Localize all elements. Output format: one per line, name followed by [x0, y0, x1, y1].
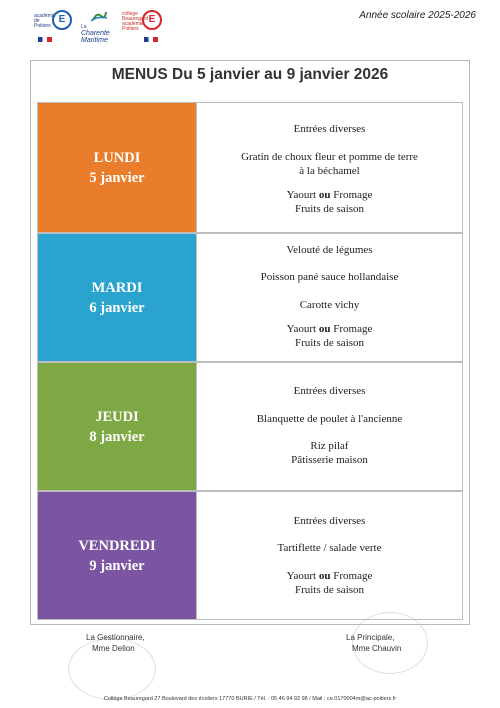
day-name: VENDREDI	[78, 537, 156, 554]
menu-cell	[196, 103, 462, 232]
charente-logo-text-2: Charente Maritime	[81, 30, 110, 44]
menu-line-or: ou	[318, 323, 331, 335]
day-name: LUNDI	[93, 149, 141, 166]
menu-line: Yaourt ou Fromage	[286, 189, 373, 201]
menu-table	[37, 102, 463, 622]
college-logo-letter: E	[142, 10, 162, 30]
signature-left	[86, 632, 145, 654]
menu-line: Entrées diverses	[293, 515, 366, 527]
menu-cell	[196, 492, 462, 619]
french-flag-icon	[144, 37, 158, 42]
day-row-tuesday	[37, 233, 463, 362]
charente-logo-text-1: La	[81, 24, 87, 30]
day-date: 8 janvier	[89, 428, 145, 445]
menu-line: Entrées diverses	[293, 385, 366, 397]
school-year: Année scolaire 2025-2026	[359, 10, 476, 21]
wave-icon	[91, 10, 107, 22]
menu-cell	[196, 234, 462, 361]
day-date: 6 janvier	[89, 299, 145, 316]
signature-right-role: La Principale,	[346, 633, 395, 642]
menu-line: Gratin de choux fleur et pomme de terre	[241, 151, 418, 163]
day-cell	[38, 363, 196, 490]
day-row-friday	[37, 491, 463, 620]
menu-line: Fruits de saison	[294, 337, 365, 349]
menu-line: à la béchamel	[299, 165, 360, 177]
menu-line: Pâtisserie maison	[291, 454, 368, 466]
menu-cell	[196, 363, 462, 490]
charente-maritime-logo	[81, 10, 121, 46]
academie-logo	[34, 10, 70, 46]
academie-logo-text: académie de Poitiers	[34, 13, 56, 29]
menu-line: Poisson pané sauce hollandaise	[260, 271, 399, 283]
college-logo	[122, 10, 172, 46]
day-row-monday	[37, 102, 463, 233]
menu-line: Fruits de saison	[294, 203, 365, 215]
french-flag-icon	[38, 37, 52, 42]
signature-right-name: Mme Chauvin	[352, 644, 402, 653]
menu-line-or: ou	[318, 570, 331, 582]
menu-line: Entrées diverses	[293, 123, 366, 135]
academie-logo-letter: E	[52, 10, 72, 30]
menu-line-or: ou	[318, 189, 331, 201]
menu-line: Yaourt ou Fromage	[286, 570, 373, 582]
menu-line: Carotte vichy	[299, 299, 360, 311]
day-cell	[38, 103, 196, 232]
day-name: JEUDI	[95, 408, 139, 425]
signature-left-name: Mme Delion	[92, 644, 135, 653]
menu-line: Blanquette de poulet à l'ancienne	[256, 413, 403, 425]
menu-line: Yaourt ou Fromage	[286, 323, 373, 335]
day-cell	[38, 492, 196, 619]
menu-line: Fruits de saison	[294, 584, 365, 596]
day-cell	[38, 234, 196, 361]
menu-line: Velouté de légumes	[286, 244, 373, 256]
header-logos	[34, 8, 174, 48]
signature-right	[346, 632, 401, 654]
page-title: MENUS Du 5 janvier au 9 janvier 2026	[111, 66, 389, 83]
footer-address: Collège Beauregard 27 Boulevard des écoliers 17770 BURIE / Tél. : 05 46 94 92 98 / Mail : ce.0170004m@ac-poitiers.fr	[103, 696, 397, 702]
college-logo-text: collège Beauregard académie Poitiers	[122, 11, 149, 32]
signature-left-role: La Gestionnaire,	[86, 633, 145, 642]
day-row-thursday	[37, 362, 463, 491]
day-date: 5 janvier	[89, 169, 145, 186]
menu-line: Tartiflette / salade verte	[277, 542, 382, 554]
day-name: MARDI	[91, 279, 143, 296]
menu-line: Riz pilaf	[310, 440, 349, 452]
day-date: 9 janvier	[89, 557, 145, 574]
